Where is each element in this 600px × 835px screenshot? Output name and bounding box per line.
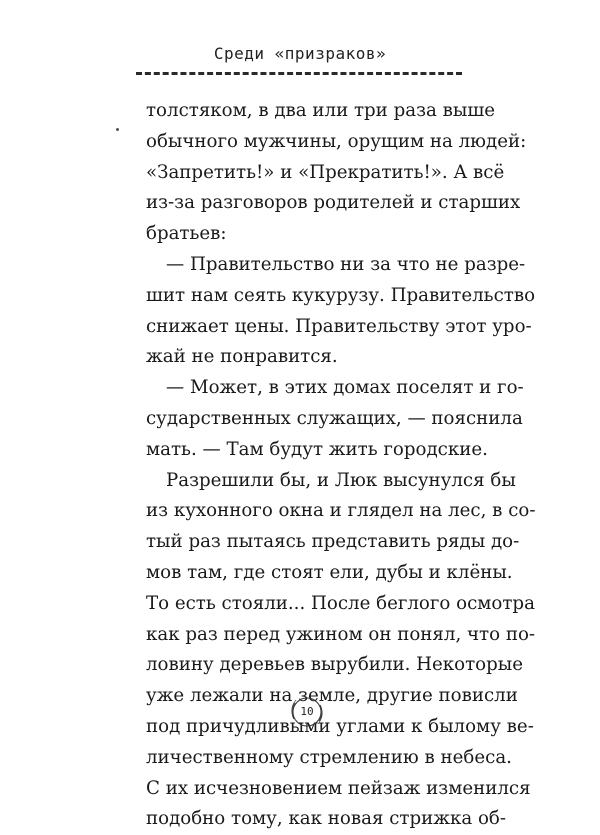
page-number-ornament (287, 692, 327, 732)
text-line: — Может, в этих домах поселят и го- (166, 377, 524, 399)
text-line: Разрешили бы, и Люк высунулся бы (166, 469, 516, 491)
text-line: мать. — Там будут жить городские. (146, 438, 488, 460)
text-line: шит нам сеять кукурузу. Правительство (146, 284, 536, 306)
header-dashed-rule (136, 72, 462, 75)
text-line: тый раз пытаясь представить ряды до- (146, 531, 520, 553)
text-line: снижает цены. Правительству этот уро- (146, 315, 532, 337)
text-line: братьев: (146, 223, 227, 245)
text-line: из-за разговоров родителей и старших (146, 192, 521, 214)
text-line: толстяком, в два или три раза выше (146, 100, 495, 121)
text-line: — Правительство ни за что не разре- (166, 253, 526, 275)
text-line: сударственных служащих, — пояснила (146, 407, 523, 429)
text-line: ловину деревьев вырубили. Некоторые (146, 654, 523, 676)
scan-speck (116, 128, 119, 131)
text-line: обычного мужчины, орущим на людей: (146, 130, 527, 152)
text-line: личественному стремлению в небеса. (146, 746, 512, 768)
text-line: «Запретить!» и «Прекратить!». А всё (146, 161, 505, 183)
text-line: из кухонного окна и глядел на лес, в со- (146, 500, 536, 522)
page-number: 10 (300, 705, 314, 718)
text-line: уже лежали на земле, другие повисли (146, 685, 518, 707)
text-line: мов там, где стоят ели, дубы и клёны. (146, 561, 513, 583)
text-line: подобно тому, как новая стрижка об- (146, 808, 506, 830)
text-line: С их исчезновением пейзаж изменился (146, 777, 531, 799)
text-line: То есть стояли... После беглого осмотра (146, 592, 535, 614)
text-line: под причудливыми углами к былому ве- (146, 715, 534, 737)
text-line: как раз перед ужином он понял, что по- (146, 623, 536, 645)
text-line: жай не понравится. (146, 346, 338, 368)
running-head: Среди «призраков» (213, 44, 387, 63)
